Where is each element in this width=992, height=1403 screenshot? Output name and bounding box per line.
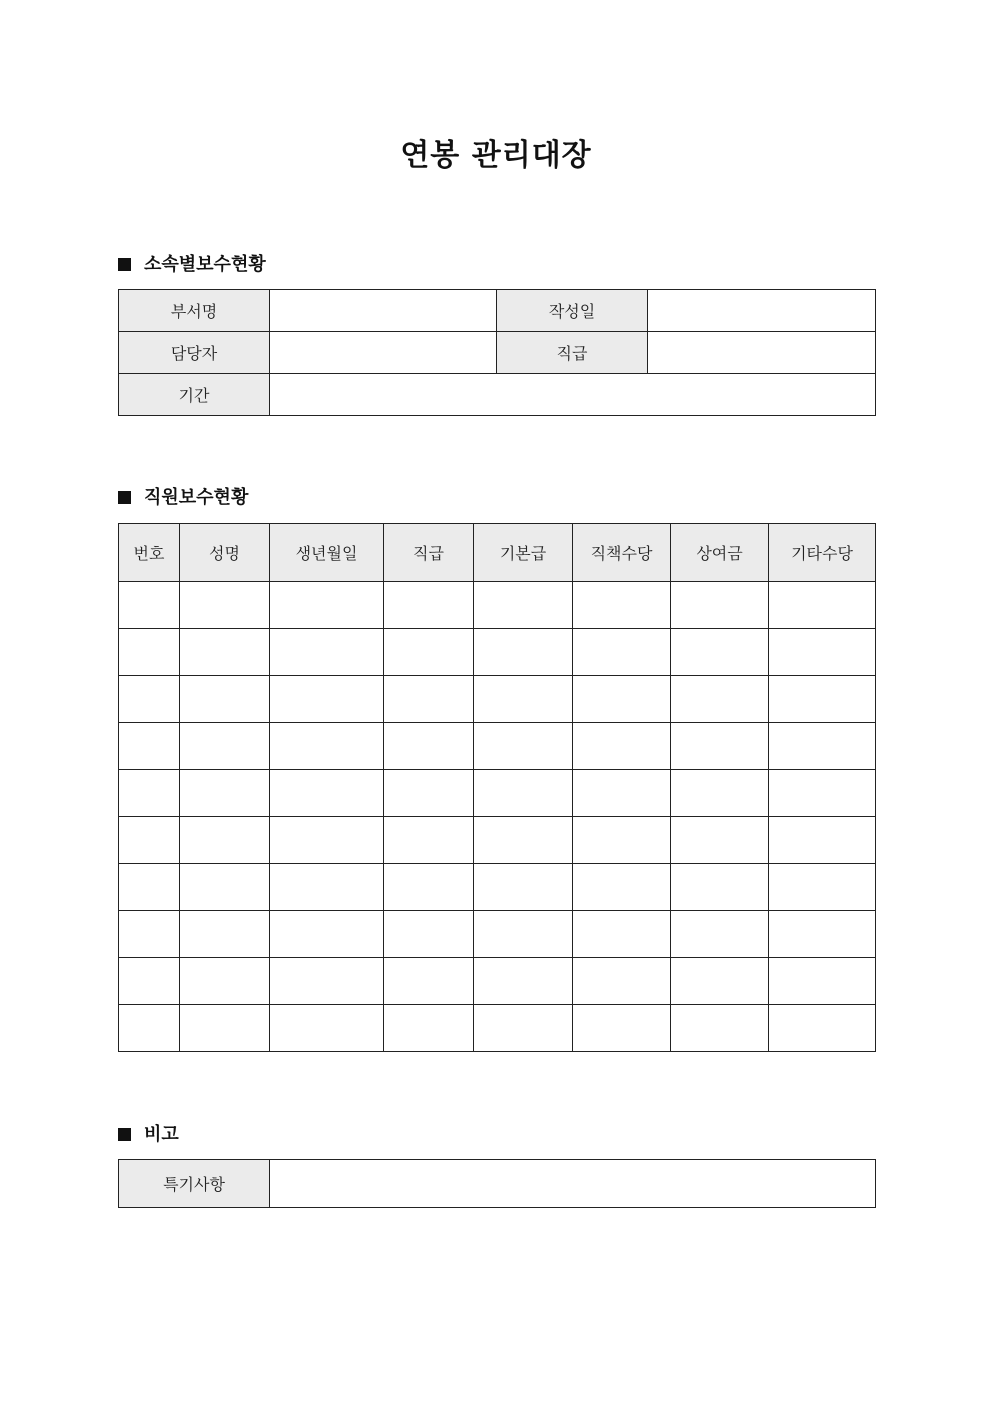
cell-name[interactable] [180,676,270,723]
remarks-table [118,1159,876,1208]
table-row [119,770,876,817]
cell-other-allowance[interactable] [769,817,876,864]
cell-bonus[interactable] [671,676,769,723]
cell-number[interactable] [119,676,180,723]
cell-birthdate[interactable] [270,1005,384,1052]
cell-number[interactable] [119,1005,180,1052]
cell-birthdate[interactable] [270,676,384,723]
staff-rows [119,582,876,1052]
cell-base-pay[interactable] [474,817,573,864]
section-heading-staff-text: 직원보수현황 [144,487,249,508]
cell-name[interactable] [180,1005,270,1052]
cell-birthdate[interactable] [270,958,384,1005]
column-header-number: 번호 [119,524,180,582]
cell-bonus[interactable] [671,911,769,958]
cell-position-allowance[interactable] [573,582,671,629]
period-field[interactable] [270,374,876,416]
cell-number[interactable] [119,817,180,864]
cell-number[interactable] [119,958,180,1005]
cell-birthdate[interactable] [270,629,384,676]
cell-number[interactable] [119,723,180,770]
cell-rank[interactable] [384,958,474,1005]
column-header-other-allowance: 기타수당 [769,524,876,582]
cell-birthdate[interactable] [270,582,384,629]
column-header-rank: 직급 [384,524,474,582]
cell-rank[interactable] [384,1005,474,1052]
cell-birthdate[interactable] [270,817,384,864]
cell-rank[interactable] [384,723,474,770]
cell-name[interactable] [180,770,270,817]
table-row [119,864,876,911]
cell-birthdate[interactable] [270,770,384,817]
cell-rank[interactable] [384,817,474,864]
cell-position-allowance[interactable] [573,911,671,958]
department-label: 부서명 [119,290,270,332]
cell-name[interactable] [180,582,270,629]
manager-field[interactable] [270,332,497,374]
table-row [119,817,876,864]
square-bullet-icon [118,258,131,271]
cell-name[interactable] [180,723,270,770]
cell-bonus[interactable] [671,582,769,629]
dept-info-table [118,289,876,416]
section-heading-note [118,1122,179,1148]
cell-rank[interactable] [384,582,474,629]
cell-base-pay[interactable] [474,1005,573,1052]
cell-bonus[interactable] [671,629,769,676]
cell-name[interactable] [180,629,270,676]
cell-other-allowance[interactable] [769,1005,876,1052]
table-row [119,1005,876,1052]
column-header-birthdate: 생년월일 [270,524,384,582]
table-row [119,723,876,770]
cell-other-allowance[interactable] [769,723,876,770]
cell-bonus[interactable] [671,1005,769,1052]
table-row [119,582,876,629]
table-row [119,958,876,1005]
cell-number[interactable] [119,629,180,676]
section-heading-dept-text: 소속별보수현황 [144,254,266,275]
written-date-label: 작성일 [497,290,648,332]
period-label: 기간 [119,374,270,416]
column-header-position-allowance: 직책수당 [573,524,671,582]
cell-number[interactable] [119,770,180,817]
cell-rank[interactable] [384,676,474,723]
document-title: 연봉 관리대장 [400,138,592,173]
cell-rank[interactable] [384,864,474,911]
section-heading-dept [118,252,266,278]
manager-label: 담당자 [119,332,270,374]
cell-birthdate[interactable] [270,911,384,958]
cell-position-allowance[interactable] [573,958,671,1005]
cell-birthdate[interactable] [270,723,384,770]
cell-base-pay[interactable] [474,770,573,817]
cell-base-pay[interactable] [474,629,573,676]
column-header-name: 성명 [180,524,270,582]
cell-position-allowance[interactable] [573,723,671,770]
staff-salary-table [118,523,876,1052]
cell-bonus[interactable] [671,817,769,864]
remarks-label: 특기사항 [119,1160,270,1208]
cell-position-allowance[interactable] [573,864,671,911]
cell-name[interactable] [180,958,270,1005]
cell-base-pay[interactable] [474,723,573,770]
table-row [119,676,876,723]
cell-base-pay[interactable] [474,676,573,723]
cell-position-allowance[interactable] [573,629,671,676]
cell-rank[interactable] [384,629,474,676]
cell-name[interactable] [180,817,270,864]
cell-position-allowance[interactable] [573,1005,671,1052]
section-heading-note-text: 비고 [144,1124,179,1145]
cell-number[interactable] [119,911,180,958]
table-header-row [119,524,876,582]
rank-label: 직급 [497,332,648,374]
cell-bonus[interactable] [671,723,769,770]
cell-position-allowance[interactable] [573,676,671,723]
section-heading-staff [118,485,248,511]
cell-name[interactable] [180,864,270,911]
remarks-field[interactable] [270,1160,876,1208]
written-date-field[interactable] [648,290,876,332]
cell-rank[interactable] [384,770,474,817]
cell-base-pay[interactable] [474,911,573,958]
cell-birthdate[interactable] [270,864,384,911]
cell-base-pay[interactable] [474,958,573,1005]
cell-other-allowance[interactable] [769,864,876,911]
column-header-bonus: 상여금 [671,524,769,582]
column-header-base-pay: 기본급 [474,524,573,582]
cell-number[interactable] [119,582,180,629]
cell-base-pay[interactable] [474,864,573,911]
cell-other-allowance[interactable] [769,676,876,723]
cell-other-allowance[interactable] [769,958,876,1005]
cell-other-allowance[interactable] [769,582,876,629]
square-bullet-icon [118,1128,131,1141]
square-bullet-icon [118,491,131,504]
cell-other-allowance[interactable] [769,770,876,817]
cell-bonus[interactable] [671,958,769,1005]
cell-other-allowance[interactable] [769,911,876,958]
cell-number[interactable] [119,864,180,911]
cell-other-allowance[interactable] [769,629,876,676]
cell-position-allowance[interactable] [573,770,671,817]
table-row [119,911,876,958]
cell-bonus[interactable] [671,864,769,911]
cell-rank[interactable] [384,911,474,958]
department-field[interactable] [270,290,497,332]
table-row [119,629,876,676]
cell-base-pay[interactable] [474,582,573,629]
cell-name[interactable] [180,911,270,958]
rank-field[interactable] [648,332,876,374]
cell-bonus[interactable] [671,770,769,817]
cell-position-allowance[interactable] [573,817,671,864]
